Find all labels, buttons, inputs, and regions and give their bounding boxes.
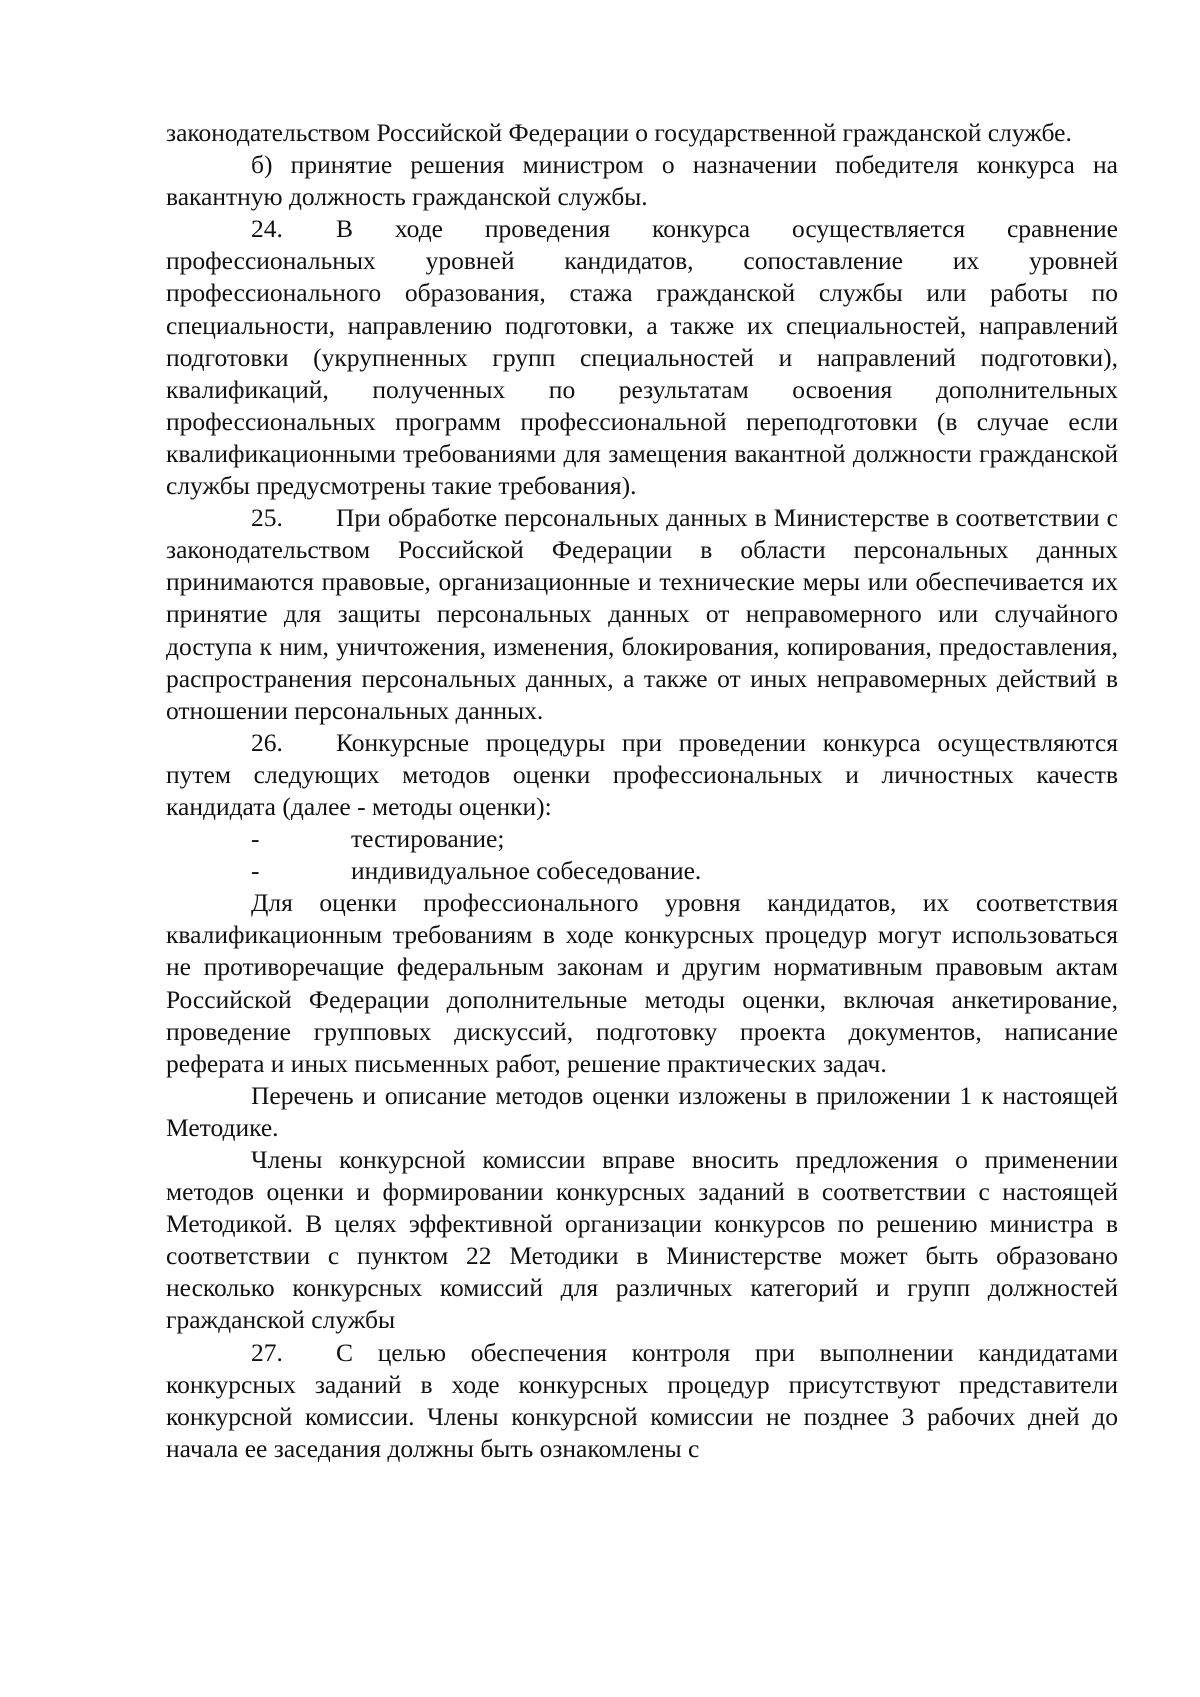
paragraph-number: 25. [251,503,283,533]
list-marker: - [251,824,260,854]
paragraph-text: В ходе проведения конкурса осуществляется сравнение профессиональных уровней кандидатов, сопоставление их уровней профессионального образования, стажа гражданской службы или работы по специальности, направлению подготовки, а также их специальностей, направлений подготовки (укрупненных групп специальностей и направлений подготовки), квалификаций, полученных по результатам освоения дополнительных профессиональных программ профессиональной переподготовки (в случае если квалификационными требованиями для замещения вакантной должности гражданской службы предусмотрены такие требования). [166,214,1118,501]
paragraph-appendix-reference: Перечень и описание методов оценки изложены в приложении 1 к настоящей Методике. [166,1080,1118,1142]
paragraph-additional-methods: Для оценки профессионального уровня кандидатов, их соответствия квалификационным требованиям в ходе конкурсных процедур могут использоваться не противоречащие федеральным законам и другим нормативным правовым актам Российской Федерации дополнительные методы оценки, включая анкетирование, проведение групповых дискуссий, подготовку проекта документов, написание реферата и иных письменных работ, решение практических задач. [166,888,1118,1078]
paragraph-number: 27. [251,1337,283,1367]
paragraph-continuation: законодательством Российской Федерации о государственной гражданской службе. [166,118,1072,147]
paragraph-text: Конкурсные процедуры при проведении конкурса осуществляются путем следующих методов оценки профессиональных и личностных качеств кандидата (далее - методы оценки): [166,727,1118,821]
list-item-text: тестирование; [351,824,505,854]
list-item-interview [166,855,1118,887]
paragraph-26 [166,727,1118,823]
paragraph-text: При обработке персональных данных в Министерстве в соответствии с законодательством Российской Федерации в области персональных данных принимаются правовые, организационные и технические меры или обеспечивается их принятие для защиты персональных данных от неправомерного или случайного доступа к ним, уничтожения, изменения, блокирования, копирования, предоставления, распространения персональных данных, а также от иных неправомерных действий в отношении персональных данных. [166,503,1118,725]
paragraph-27 [166,1337,1118,1465]
list-marker: - [251,856,260,886]
list-item-testing [166,823,1118,855]
list-item-text: индивидуальное собеседование. [351,856,702,886]
paragraph-text: С целью обеспечения контроля при выполнении кандидатами конкурсных заданий в ходе конкурсных процедур присутствуют представители конкурсной комиссии. Члены конкурсной комиссии не позднее 3 рабочих дней до начала ее заседания должны быть ознакомлены с [166,1337,1118,1463]
paragraph-25 [166,502,1118,727]
paragraph-number: 24. [251,214,283,244]
paragraph-commission-members: Члены конкурсной комиссии вправе вносить предложения о применении методов оценки и формировании конкурсных заданий в соответствии с настоящей Методикой. В целях эффективной организации конкурсов по решению министра в соответствии с пунктом 22 Методики в Министерстве может быть образовано несколько конкурсных комиссий для различных категорий и групп должностей гражданской службы [166,1145,1118,1335]
document-body [166,117,1118,1465]
paragraph-number: 26. [251,727,283,757]
paragraph-item-b: б) принятие решения министром о назначении победителя конкурса на вакантную должность гражданской службы. [166,150,1118,212]
paragraph-24 [166,213,1118,502]
